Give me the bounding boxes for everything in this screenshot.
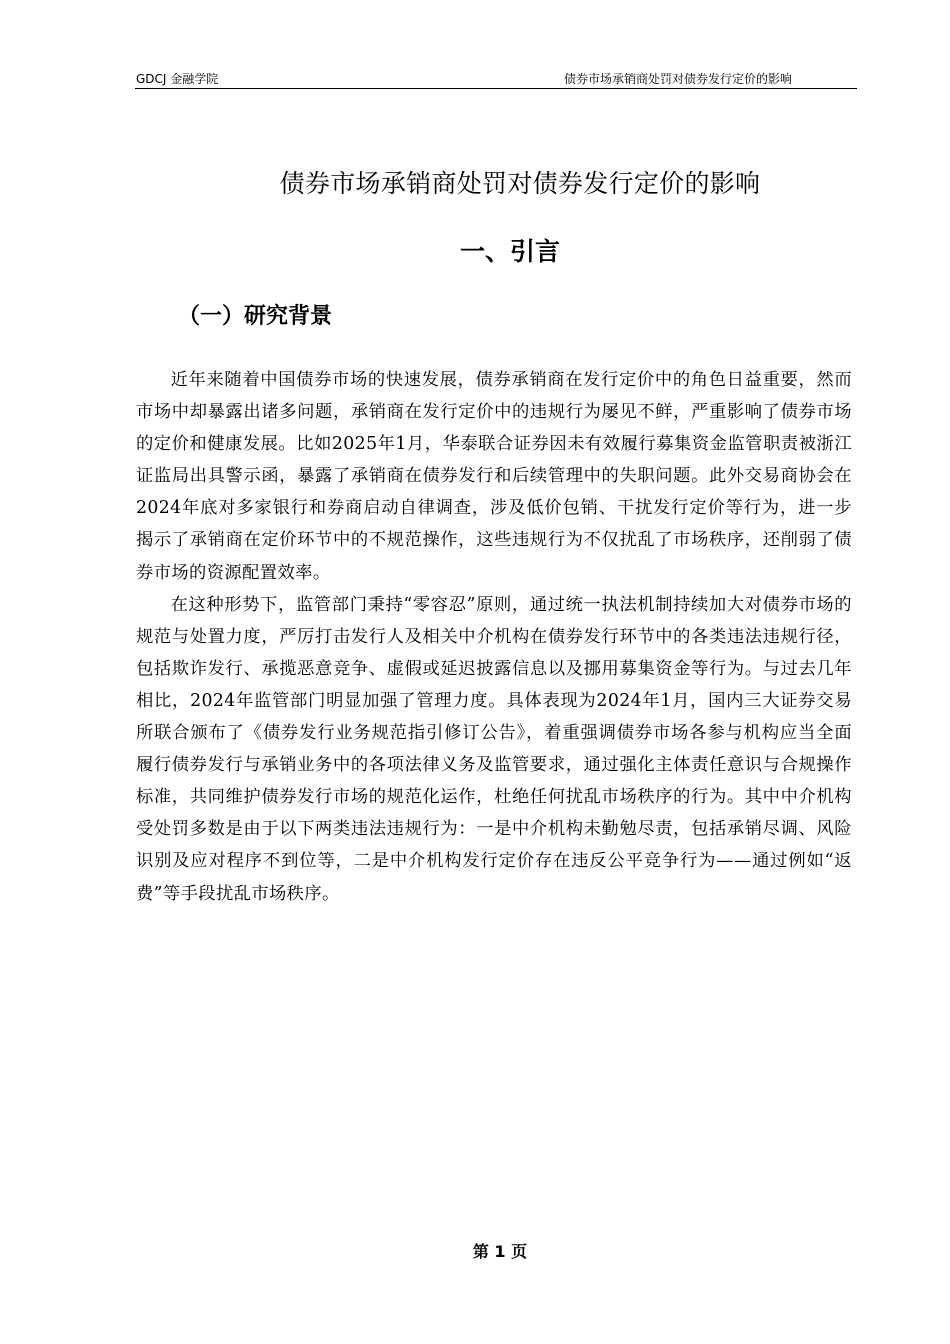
subsection-heading: （一）研究背景 <box>178 304 333 329</box>
page-header <box>135 70 857 89</box>
body-text <box>136 364 852 910</box>
paragraph-1: 近年来随着中国债券市场的快速发展，债券承销商在发行定价中的角色日益重要，然而市场中却暴露出诸多问题，承销商在发行定价中的违规行为屡见不鲜，严重影响了债券市场的定价和健康发展。比如2025年1月，华泰联合证券因未有效履行募集资金监管职责被浙江证监局出具警示函，暴露了承销商在债券发行和后续管理中的失职问题。此外交易商协会在2024年底对多家银行和券商启动自律调查，涉及低价包销、干扰发行定价等行为，进一步揭示了承销商在定价环节中的不规范操作，这些违规行为不仅扰乱了市场秩序，还削弱了债券市场的资源配置效率。 <box>136 370 852 583</box>
header-running-title: 债券市场承销商处罚对债券发行定价的影响 <box>563 72 792 86</box>
paragraph-2: 在这种形势下，监管部门秉持“零容忍”原则，通过统一执法机制持续加大对债券市场的规范与处置力度，严厉打击发行人及相关中介机构在债券发行环节中的各类违法违规行径，包括欺诈发行、承揽恶意竞争、虚假或延迟披露信息以及挪用募集资金等行为。与过去几年相比，2024年监管部门明显加强了管理力度。具体表现为2024年1月，国内三大证券交易所联合颁布了《债券发行业务规范指引修订公告》，着重强调债券市场各参与机构应当全面履行债券发行与承销业务中的各项法律义务及监管要求，通过强化主体责任意识与合规操作标准，共同维护债券发行市场的规范化运作，杜绝任何扰乱市场秩序的行为。其中中介机构受处罚多数是由于以下两类违法违规行为：一是中介机构未勤勉尽责，包括承销尽调、风险识别及应对程序不到位等，二是中介机构发行定价存在违反公平竞争行为——通过例如“返费”等手段扰乱市场秩序。 <box>136 594 852 904</box>
paper-title: 债券市场承销商处罚对债券发行定价的影响 <box>279 169 761 198</box>
section-heading: 一、引言 <box>459 237 560 266</box>
page-number: 第 1 页 <box>472 1242 528 1261</box>
header-institution: GDCJ 金融学院 <box>136 72 219 86</box>
